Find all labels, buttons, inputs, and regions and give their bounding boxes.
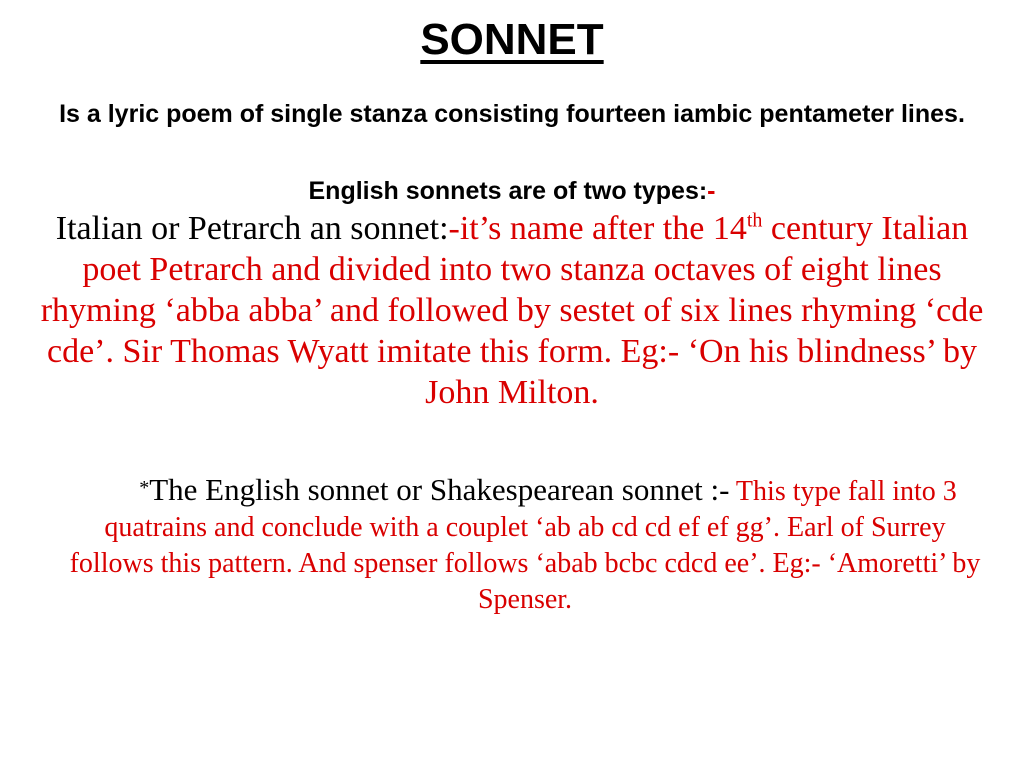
english-sonnet-text: This type fall into 3 quatrains and conclude with a couplet ‘ab ab cd cd ef ef gg’. Earl of Surrey follows this pattern. And spenser follows ‘abab bcbc cdcd ee’. Eg:- ‘Amoretti’ by Spenser. xyxy=(69,476,981,615)
types-heading-text: English sonnets are of two types: xyxy=(308,177,708,205)
italian-sonnet-ordinal: th xyxy=(746,209,763,232)
english-sonnet-bullet: * xyxy=(139,477,150,499)
italian-sonnet-text-b: century Italian poet Petrarch and divided into two stanza octaves of eight lines rhyming ‘abba abba’ and followed by sestet of six lines rhyming ‘cde cde’. Sir Thomas Wyatt imitate this form. Eg:- ‘On his blindness’ by John Milton. xyxy=(40,210,984,411)
slide-title xyxy=(0,10,1024,70)
english-sonnet-paragraph xyxy=(60,470,990,618)
types-heading-dash: - xyxy=(707,177,716,205)
italian-sonnet-paragraph xyxy=(32,208,992,413)
slide-title-text: SONNET xyxy=(420,15,604,64)
italian-sonnet-lead: Italian or Petrarch an sonnet: xyxy=(55,210,449,247)
english-sonnet-lead: The English sonnet or Shakespearean sonnet :- xyxy=(149,472,730,507)
sonnet-definition: Is a lyric poem of single stanza consisting fourteen iambic pentameter lines. xyxy=(59,100,965,128)
italian-sonnet-text-a: -it’s name after the 14 xyxy=(448,210,747,247)
types-heading xyxy=(40,176,984,206)
